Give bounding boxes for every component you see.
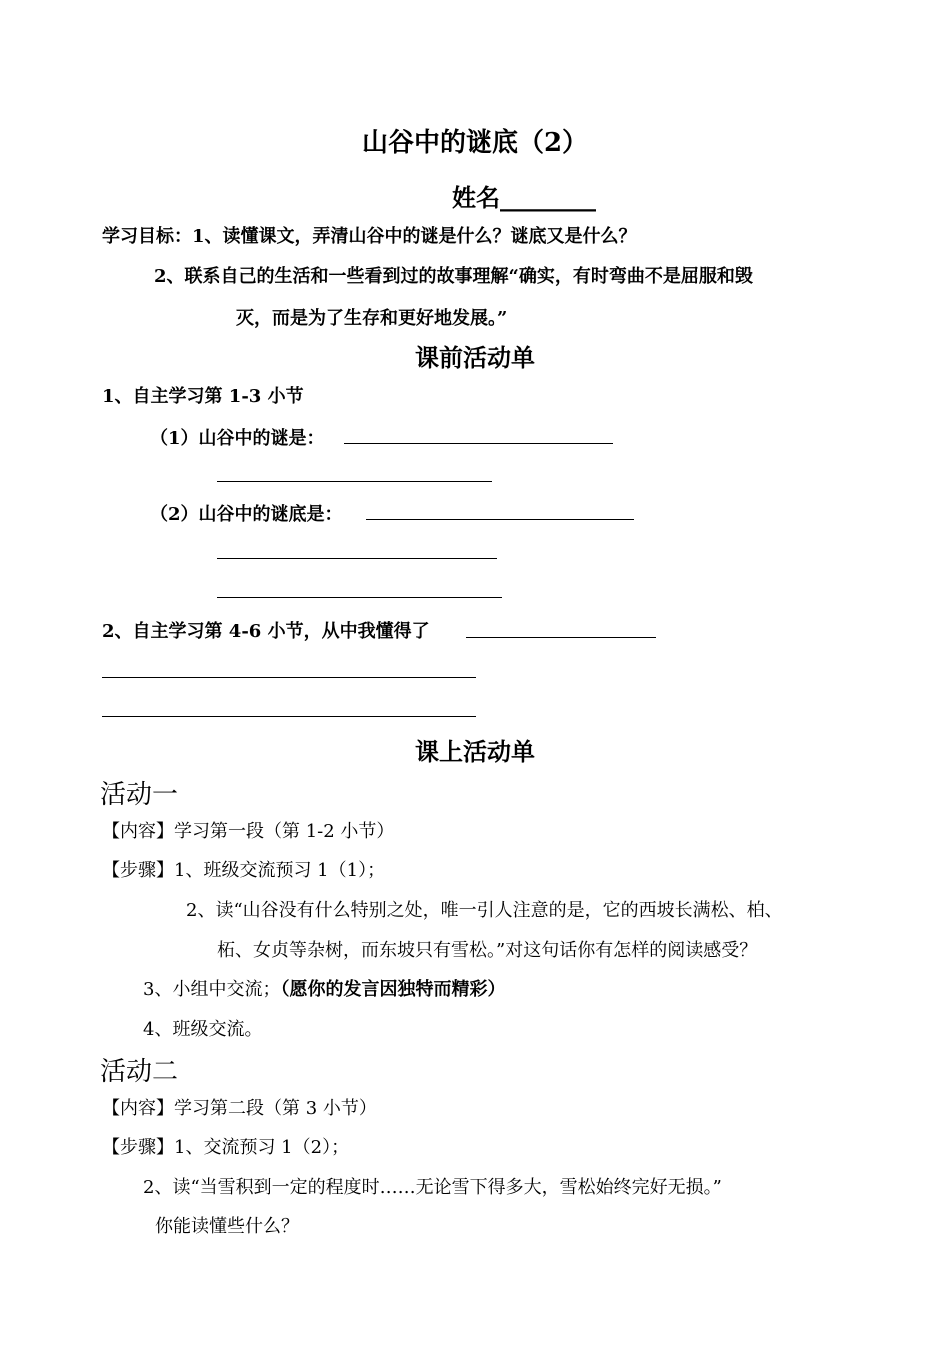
answer-line <box>102 677 476 678</box>
pre-class-item-2: 2、自主学习第 4-6 小节，从中我懂得了 <box>102 621 430 642</box>
question-2-label: （2）山谷中的谜底是： <box>150 504 343 525</box>
activity-1-step-2a: 2、读“山谷没有什么特别之处，唯一引人注意的是，它的西坡长满松、柏、 <box>186 900 783 921</box>
activity-1-step-1: 【步骤】1、班级交流预习 1（1）； <box>102 860 386 881</box>
activity-1-step-3-text: 3、小组中交流； <box>143 979 281 1000</box>
activity-1-step-2b: 柘、女贞等杂树，而东坡只有雪松。”对这句话你有怎样的阅读感受？ <box>217 940 758 961</box>
answer-line <box>102 716 476 717</box>
activity-2-step-2b: 你能读懂些什么？ <box>155 1216 299 1237</box>
activity-2-step-2a: 2、读“当雪积到一定的程度时……无论雪下得多大，雪松始终完好无损。” <box>143 1177 722 1198</box>
answer-line <box>466 637 656 638</box>
answer-line <box>217 481 492 482</box>
activity-1-content: 【内容】学习第一段（第 1-2 小节） <box>102 821 395 842</box>
activity-1-step-3 <box>143 975 505 1001</box>
answer-line <box>366 519 634 520</box>
question-1-label: （1）山谷中的谜是： <box>150 428 325 449</box>
in-class-heading: 课上活动单 <box>415 737 535 766</box>
objective-line-1: 学习目标：1、读懂课文，弄清山谷中的谜是什么？谜底又是什么？ <box>102 226 637 247</box>
activity-2-title: 活动二 <box>100 1057 179 1087</box>
page-title: 山谷中的谜底（2） <box>361 128 589 158</box>
activity-2-content: 【内容】学习第二段（第 3 小节） <box>102 1098 377 1119</box>
name-field-label: 姓名________ <box>452 183 596 212</box>
activity-1-step-4: 4、班级交流。 <box>143 1019 263 1040</box>
activity-1-step-3-note: （愿你的发言因独特而精彩） <box>280 979 506 1000</box>
answer-line <box>217 558 497 559</box>
answer-line <box>217 597 502 598</box>
activity-1-title: 活动一 <box>100 780 179 810</box>
answer-line <box>344 443 613 444</box>
activity-2-step-1: 【步骤】1、交流预习 1（2）； <box>102 1137 350 1158</box>
objective-line-3: 灭，而是为了生存和更好地发展。” <box>236 308 508 329</box>
pre-class-heading: 课前活动单 <box>415 343 535 372</box>
pre-class-item-1: 1、自主学习第 1-3 小节 <box>102 386 304 407</box>
objective-line-2: 2、联系自己的生活和一些看到过的故事理解“确实，有时弯曲不是屈服和毁 <box>154 266 753 287</box>
